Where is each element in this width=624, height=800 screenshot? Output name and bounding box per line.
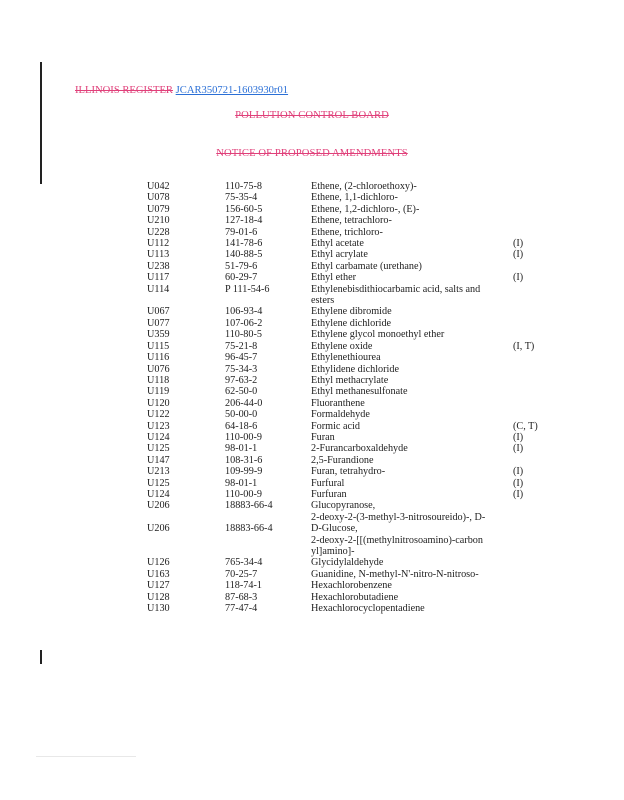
cas-number: 75-35-4 (225, 192, 258, 204)
hazard-code (513, 352, 563, 363)
substance-name (311, 204, 513, 215)
table-row (147, 523, 567, 557)
substance-name-line: esters (311, 295, 335, 307)
cas-number: 118-74-1 (225, 580, 262, 592)
cas-number: 50-00-0 (225, 409, 258, 421)
table-row (147, 204, 567, 215)
cas-number: 140-88-5 (225, 249, 263, 261)
waste-code: U076 (147, 363, 170, 375)
table-row (147, 386, 567, 397)
cas-number: 79-01-6 (225, 226, 258, 238)
table-row (147, 238, 567, 249)
substance-name (311, 500, 513, 523)
table-row (147, 352, 567, 363)
waste-code: U238 (147, 260, 170, 272)
waste-code: U042 (147, 181, 170, 192)
substance-name-line: Ethylenebisdithiocarbamic acid, salts and (311, 283, 481, 295)
substance-name-line: Ethylene glycol monoethyl ether (311, 329, 445, 341)
register-header (75, 85, 288, 96)
substance-name (311, 227, 513, 238)
waste-code: U210 (147, 215, 170, 227)
table-row (147, 249, 567, 260)
waste-code: U123 (147, 420, 170, 432)
waste-code: U163 (147, 568, 170, 580)
hazard-code (513, 192, 563, 203)
hazard-code: (I) (513, 238, 524, 250)
table-row (147, 409, 567, 420)
table-row (147, 489, 567, 500)
substance-name-line: Formic acid (311, 420, 360, 432)
hazard-code: (I) (513, 431, 524, 443)
hazard-code (513, 284, 563, 307)
substance-name (311, 364, 513, 375)
cas-number: 109-99-9 (225, 466, 263, 478)
substance-name-line: Furan (311, 431, 335, 443)
hazard-code (513, 500, 563, 523)
substance-name-line: Ethyl carbamate (urethane) (311, 260, 422, 272)
substance-name (311, 249, 513, 260)
cas-number: P 111-54-6 (225, 283, 270, 295)
cas-number: 206-44-0 (225, 397, 263, 409)
substance-name (311, 432, 513, 443)
cas-number: 110-75-8 (225, 181, 262, 192)
substance-name-line: Ethyl methanesulfonate (311, 386, 408, 398)
substance-name (311, 352, 513, 363)
hazard-code (513, 580, 563, 591)
hazard-code: (I) (513, 488, 524, 500)
divider (36, 756, 136, 757)
substance-name-line: Ethene, tetrachloro- (311, 215, 392, 227)
table-row (147, 329, 567, 340)
hazard-code: (I) (513, 443, 524, 455)
waste-code: U115 (147, 340, 170, 352)
substance-name (311, 421, 513, 432)
table-row (147, 261, 567, 272)
substance-name-line: D-Glucose, (311, 523, 358, 535)
cas-number: 77-47-4 (225, 603, 258, 615)
hazard-code (513, 455, 563, 466)
table-row (147, 192, 567, 203)
waste-code: U078 (147, 192, 170, 204)
change-bar (40, 650, 42, 664)
hazard-code (513, 375, 563, 386)
substance-name-line: Furan, tetrahydro- (311, 466, 386, 478)
table-row (147, 227, 567, 238)
substance-name (311, 272, 513, 283)
substance-name-line: Ethylidene dichloride (311, 363, 399, 375)
waste-code: U125 (147, 477, 170, 489)
table-row (147, 500, 567, 523)
waste-code: U112 (147, 238, 170, 250)
cas-number: 18883-66-4 (225, 500, 273, 512)
hazard-code (513, 306, 563, 317)
hazard-code (513, 557, 563, 568)
table-row (147, 375, 567, 386)
agency-title: POLLUTION CONTROL BOARD (235, 110, 389, 121)
waste-code: U124 (147, 431, 170, 443)
substance-name (311, 215, 513, 226)
header-inserted-text: JCAR350721-1603930r01 (175, 85, 289, 96)
substance-name (311, 238, 513, 249)
substance-name (311, 329, 513, 340)
table-row (147, 421, 567, 432)
waste-code: U126 (147, 557, 170, 569)
substance-name (311, 557, 513, 568)
table-row (147, 603, 567, 614)
hazard-code (513, 398, 563, 409)
substance-name (311, 261, 513, 272)
substance-name-line: Ethylenethiourea (311, 352, 381, 364)
table-row (147, 432, 567, 443)
cas-number: 70-25-7 (225, 568, 258, 580)
hazard-code (513, 329, 563, 340)
table-row (147, 215, 567, 226)
substance-name-line: 2,5-Furandione (311, 454, 374, 466)
table-row (147, 181, 567, 192)
substance-name (311, 375, 513, 386)
cas-number: 765-34-4 (225, 557, 263, 569)
waste-code: U206 (147, 523, 170, 535)
substance-name-line: Furfural (311, 477, 345, 489)
waste-code: U359 (147, 329, 170, 341)
cas-number: 106-93-4 (225, 306, 263, 318)
substance-name (311, 455, 513, 466)
substance-name (311, 569, 513, 580)
hazard-code (513, 261, 563, 272)
table-row (147, 318, 567, 329)
cas-number: 127-18-4 (225, 215, 263, 227)
table-row (147, 398, 567, 409)
waste-code: U067 (147, 306, 170, 318)
waste-code: U127 (147, 580, 170, 592)
substance-name (311, 341, 513, 352)
hazard-code (513, 364, 563, 375)
table-row (147, 580, 567, 591)
cas-number: 107-06-2 (225, 317, 263, 329)
cas-number: 18883-66-4 (225, 523, 273, 535)
substance-name (311, 386, 513, 397)
substance-name-line: Fluoranthene (311, 397, 365, 409)
cas-number: 75-21-8 (225, 340, 258, 352)
substance-name-line: Glucopyranose, (311, 500, 376, 512)
cas-number: 156-60-5 (225, 203, 263, 215)
substance-name-line: 2-deoxy-2-[[(methylnitrosoamino)-carbon (311, 534, 483, 546)
waste-code: U122 (147, 409, 170, 421)
hazard-code (513, 227, 563, 238)
cas-number: 110-80-5 (225, 329, 262, 341)
hazard-code (513, 204, 563, 215)
waste-code: U206 (147, 500, 170, 512)
substance-name-line: Ethylene oxide (311, 340, 373, 352)
hazard-code (513, 386, 563, 397)
waste-code: U119 (147, 386, 170, 398)
substance-name-line: Formaldehyde (311, 409, 370, 421)
waste-code: U077 (147, 317, 170, 329)
cas-number: 75-34-3 (225, 363, 258, 375)
notice-title: NOTICE OF PROPOSED AMENDMENTS (216, 148, 408, 159)
hazard-code: (I) (513, 249, 524, 261)
table-row (147, 272, 567, 283)
waste-code: U114 (147, 283, 170, 295)
hazard-code (513, 592, 563, 603)
change-bar (40, 62, 42, 184)
waste-code: U124 (147, 488, 170, 500)
waste-code: U228 (147, 226, 170, 238)
substance-name-line: Ethene, 1,2-dichloro-, (E)- (311, 203, 420, 215)
waste-code: U125 (147, 443, 170, 455)
substance-name (311, 181, 513, 192)
waste-code: U118 (147, 374, 170, 386)
substance-name-line: Furfuran (311, 488, 347, 500)
waste-code-table (147, 181, 567, 614)
substance-name (311, 603, 513, 614)
substance-name-line: Ethylene dibromide (311, 306, 392, 318)
cas-number: 110-00-9 (225, 431, 262, 443)
substance-name-line: Ethyl acrylate (311, 249, 368, 261)
substance-name-line: Ethyl ether (311, 272, 356, 284)
substance-name-line: Ethyl acetate (311, 238, 364, 250)
cas-number: 110-00-9 (225, 488, 262, 500)
substance-name (311, 443, 513, 454)
waste-code: U113 (147, 249, 170, 261)
substance-name (311, 192, 513, 203)
hazard-code (513, 523, 563, 557)
substance-name (311, 523, 513, 557)
waste-code: U213 (147, 466, 170, 478)
table-row (147, 466, 567, 477)
hazard-code: (I) (513, 466, 524, 478)
cas-number: 141-78-6 (225, 238, 263, 250)
substance-name (311, 409, 513, 420)
hazard-code (513, 603, 563, 614)
table-row (147, 341, 567, 352)
substance-name (311, 398, 513, 409)
cas-number: 97-63-2 (225, 374, 258, 386)
hazard-code (513, 318, 563, 329)
substance-name-line: Ethene, (2-chloroethoxy)- (311, 181, 417, 192)
cas-number: 64-18-6 (225, 420, 258, 432)
hazard-code: (I) (513, 272, 524, 284)
hazard-code (513, 215, 563, 226)
cas-number: 96-45-7 (225, 352, 258, 364)
substance-name (311, 580, 513, 591)
substance-name-line: Hexachlorobutadiene (311, 591, 399, 603)
waste-code: U130 (147, 603, 170, 615)
cas-number: 98-01-1 (225, 477, 258, 489)
substance-name (311, 318, 513, 329)
waste-code: U128 (147, 591, 170, 603)
table-row (147, 569, 567, 580)
substance-name-line: Guanidine, N-methyl-N'-nitro-N-nitroso- (311, 568, 479, 580)
table-row (147, 443, 567, 454)
header-deleted-text: ILLINOIS REGISTER (75, 85, 173, 96)
table-row (147, 478, 567, 489)
waste-code: U147 (147, 454, 170, 466)
cas-number: 98-01-1 (225, 443, 258, 455)
table-row (147, 364, 567, 375)
table-row (147, 284, 567, 307)
substance-name-line: Glycidylaldehyde (311, 557, 384, 569)
substance-name-line: 2-Furancarboxaldehyde (311, 443, 408, 455)
substance-name (311, 284, 513, 307)
hazard-code: (C, T) (513, 420, 538, 432)
substance-name-line: Ethene, trichloro- (311, 226, 383, 238)
cas-number: 62-50-0 (225, 386, 258, 398)
hazard-code: (I, T) (513, 340, 535, 352)
substance-name-line: 2-deoxy-2-(3-methyl-3-nitrosoureido)-, D- (311, 511, 486, 523)
substance-name-line: Ethyl methacrylate (311, 374, 389, 386)
substance-name (311, 306, 513, 317)
hazard-code: (I) (513, 477, 524, 489)
hazard-code (513, 409, 563, 420)
substance-name (311, 489, 513, 500)
substance-name (311, 478, 513, 489)
cas-number: 87-68-3 (225, 591, 258, 603)
table-row (147, 557, 567, 568)
substance-name-line: yl]amino]- (311, 546, 355, 557)
substance-name-line: Hexachlorobenzene (311, 580, 392, 592)
hazard-code (513, 181, 563, 192)
substance-name-line: Hexachlorocyclopentadiene (311, 603, 425, 615)
waste-code: U120 (147, 397, 170, 409)
cas-number: 51-79-6 (225, 260, 258, 272)
table-row (147, 306, 567, 317)
substance-name-line: Ethene, 1,1-dichloro- (311, 192, 398, 204)
waste-code: U079 (147, 203, 170, 215)
hazard-code (513, 569, 563, 580)
table-row (147, 455, 567, 466)
substance-name (311, 592, 513, 603)
table-row (147, 592, 567, 603)
cas-number: 60-29-7 (225, 272, 258, 284)
waste-code: U117 (147, 272, 170, 284)
substance-name-line: Ethylene dichloride (311, 317, 392, 329)
waste-code: U116 (147, 352, 170, 364)
substance-name (311, 466, 513, 477)
cas-number: 108-31-6 (225, 454, 263, 466)
